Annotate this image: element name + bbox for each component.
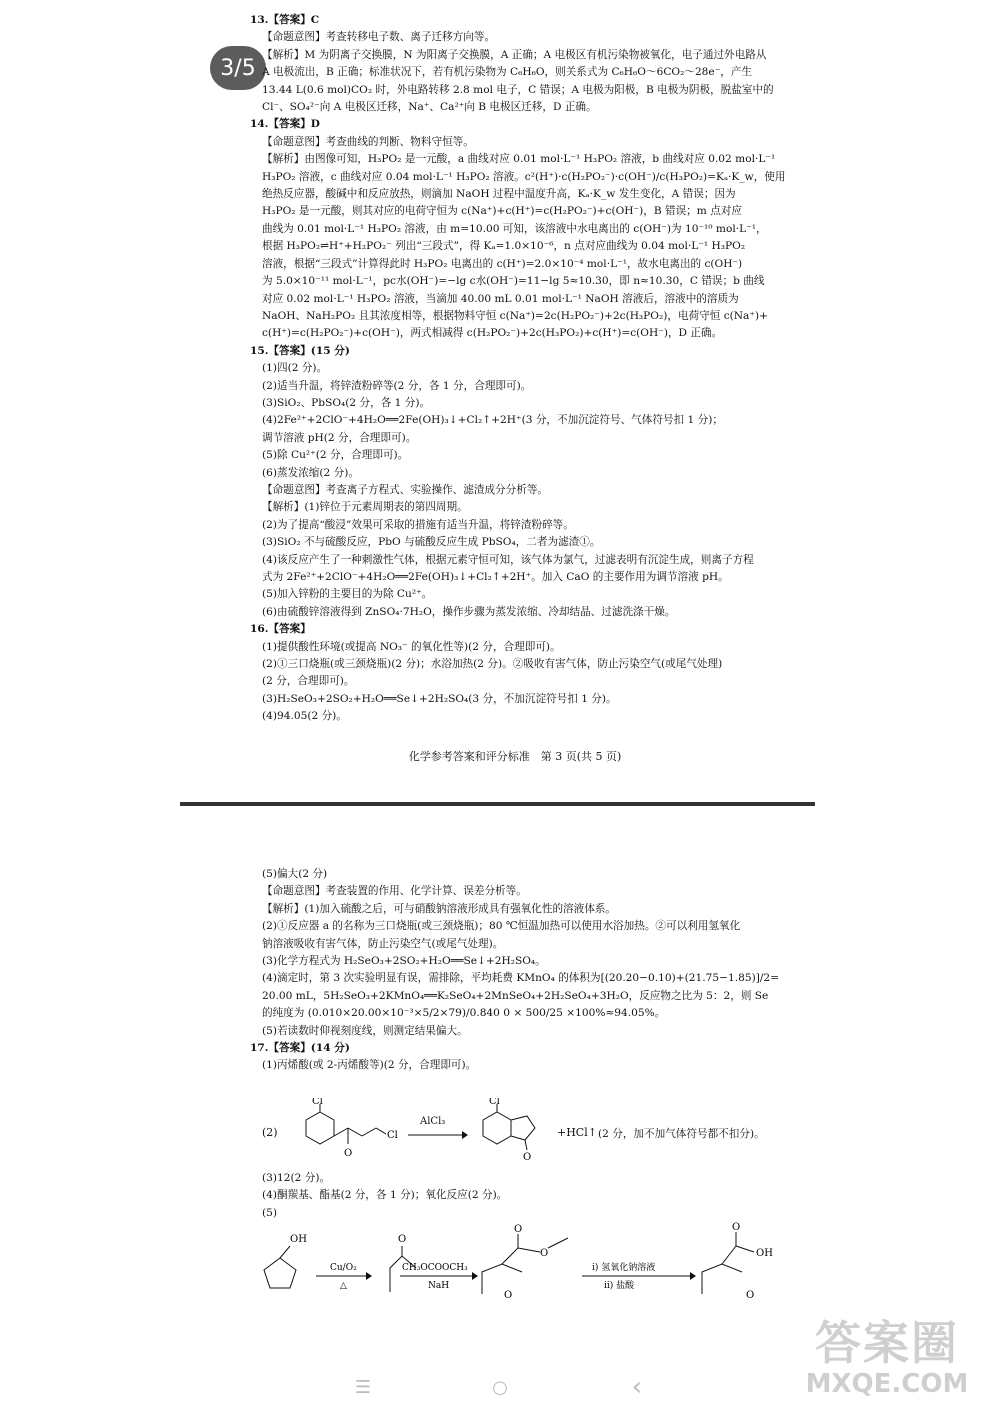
atom-label-o: O	[344, 1148, 353, 1159]
reagent-dimethyl-carbonate: CH₃OCOOCH₃	[402, 1263, 468, 1273]
text-line: 溶液，根据“三段式”计算得此时 H₃PO₂ 电离出的 c(H⁺)=2.0×10⁻⁴ mol·L⁻¹，故水电离出的 c(OH⁻)	[262, 257, 743, 270]
text-line: Cl⁻、SO₄²⁻向 A 电极区迁移，Na⁺、Ca²⁺向 B 电极区迁移，D 正确。	[262, 101, 597, 114]
atom-label-o: O	[746, 1290, 755, 1301]
atom-label-cl: Cl	[312, 1098, 323, 1107]
text-line: (3)12(2 分)。	[262, 1172, 331, 1184]
text-line: (4)2Fe²⁺+2ClO⁻+4H₂O══2Fe(OH)₃↓+Cl₂↑+2H⁺(3 分，不加沉淀符号、气体符号扣 1 分)；	[262, 414, 723, 427]
text-line: 15.【答案】(15 分)	[250, 344, 350, 357]
text-line: (1)丙烯酸(或 2-丙烯酸等)(2 分，合理即可)。	[262, 1059, 477, 1072]
text-line: (5)	[262, 1206, 278, 1219]
reagent-hcl: ii) 盐酸	[604, 1281, 635, 1291]
text-line: (3)SiO₂ 不与硫酸反应，PbO 与硫酸反应生成 PbSO₄，二者为滤渣①。	[262, 536, 601, 549]
text-line: 根据 H₃PO₂⇌H⁺+H₂PO₂⁻ 列出“三段式”，得 Kₐ=1.0×10⁻⁶，n 点对应曲线为 0.04 mol·L⁻¹ H₃PO₂	[262, 240, 746, 253]
text-line: 20.00 mL，5H₂SeO₃+2KMnO₄══K₂SeO₄+2MnSeO₄+2H₂SeO₄+3H₂O，反应物之比为 5：2，则 Se	[262, 989, 769, 1002]
text-line: 【命题意图】考查转移电子数、离子迁移方向等。	[262, 31, 496, 44]
page-footer: 化学参考答案和评分标准 第 3 页(共 5 页)	[408, 750, 622, 763]
text-line: 【命题意图】考查装置的作用、化学计算、误差分析等。	[262, 885, 527, 898]
text-line: (4)滴定时，第 3 次实验明显有误，需排除，平均耗费 KMnO₄ 的体积为[(20.20−0.10)+(21.75−1.85)]/2=	[262, 972, 780, 985]
text-line: 14.【答案】D	[250, 118, 320, 131]
text-line: (6)蒸发浓缩(2 分)。	[262, 466, 359, 479]
text-line: 式为 2Fe²⁺+2ClO⁻+4H₂O══2Fe(OH)₃↓+Cl₂↑+2H⁺。加入 CaO 的主要作用为调节溶液 pH。	[262, 571, 729, 583]
text-line: H₃PO₂ 溶液，c 曲线对应 0.04 mol·L⁻¹ H₃PO₂ 溶液。c²(H⁺)·c(H₂PO₂⁻)·c(OH⁻)/c(H₃PO₂)=Kₐ·K_w，使用	[262, 170, 786, 183]
answer-page-top	[250, 12, 786, 726]
text-line: (3)化学方程式为 H₂SeO₃+2SO₂+H₂O══Se↓+2H₂SO₄。	[262, 955, 546, 968]
synthesis-route	[250, 1222, 790, 1302]
text-line: 【解析】由图像可知，H₃PO₂ 是一元酸，a 曲线对应 0.01 mol·L⁻¹ H₃PO₂ 溶液，b 曲线对应 0.02 mol·L⁻¹	[262, 153, 776, 166]
back-button[interactable]: ‹	[631, 1372, 643, 1402]
text-line: 【命题意图】考查曲线的判断、物料守恒等。	[262, 135, 474, 148]
home-button[interactable]: ○	[492, 1376, 508, 1398]
text-line: 16.【答案】	[250, 623, 311, 636]
text-line: (4)酮羰基、酯基(2 分，各 1 分)；氧化反应(2 分)。	[262, 1189, 508, 1202]
text-line: (2)①反应器 a 的名称为三口烧瓶(或三颈烧瓶)；80 ℃恒温加热可以使用水浴加热。②可以利用氢氧化	[262, 920, 741, 933]
text-line: 对应 0.02 mol·L⁻¹ H₃PO₂ 溶液，当滴加 40.00 mL 0.01 mol·L⁻¹ NaOH 溶液后，溶液中的溶质为	[262, 292, 739, 305]
text-line: (5)除 Cu²⁺(2 分，合理即可)。	[262, 449, 409, 462]
text-line: (2)①三口烧瓶(或三颈烧瓶)(2 分)；水浴加热(2 分)。②吸收有害气体，防止污染空气(或尾气处理)	[262, 658, 723, 671]
page-indicator-badge[interactable]: 3/5	[210, 46, 266, 90]
text-line: 17.【答案】(14 分)	[250, 1042, 350, 1055]
reaction-arrow	[408, 1130, 468, 1140]
answer-page-bottom	[250, 866, 780, 1075]
reagent-label: AlCl₃	[420, 1116, 446, 1127]
text-line: (2)为了提高“酸浸”效果可采取的措施有适当升温，将锌渣粉碎等。	[262, 518, 574, 531]
text-line: (1)四(2 分)。	[262, 362, 328, 375]
text-line: 【解析】(1)锌位于元素周期表的第四周期。	[262, 501, 468, 514]
text-line: 【解析】M 为阴离子交换膜，N 为阳离子交换膜，A 正确；A 电极区有机污染物被氧化，电子通过外电路从	[262, 48, 767, 61]
atom-label-oh: OH	[756, 1248, 773, 1259]
page-divider	[180, 802, 815, 806]
reagent-naoh-solution: i) 氢氧化钠溶液	[592, 1263, 656, 1273]
text-line: 【命题意图】考查离子方程式、实验操作、滤渣成分分析等。	[262, 483, 549, 496]
text-line: (1)提供酸性环境(或提高 NO₃⁻ 的氧化性等)(2 分，合理即可)。	[262, 640, 561, 653]
reactant-structure	[290, 1098, 410, 1168]
answer-page-after	[250, 1170, 780, 1222]
text-line: NaOH、NaH₂PO₂ 且其浓度相等，根据物料守恒 c(Na⁺)=2c(H₂PO₂⁻)+2c(H₃PO₂)，电荷守恒 c(Na⁺)+	[262, 309, 768, 322]
watermark-cn: 答案圈	[815, 1316, 959, 1370]
reaction-scheme-5	[250, 1222, 790, 1302]
site-watermark	[792, 1317, 982, 1407]
atom-label-o: O	[540, 1248, 549, 1259]
scoring-note: (2 分，加不加气体符号都不扣分)。	[598, 1128, 765, 1140]
reagent-heat: △	[340, 1281, 347, 1291]
text-line: (5)偏大(2 分)	[262, 868, 328, 880]
text-line: 调节溶液 pH(2 分，合理即可)。	[262, 431, 417, 444]
text-line: c(H⁺)=c(H₂PO₂⁻)+c(OH⁻)，两式相减得 c(H₂PO₂⁻)+2c(H₃PO₂)+c(H⁺)=c(OH⁻)，D 正确。	[262, 327, 723, 340]
text-line: (6)由硫酸锌溶液得到 ZnSO₄·7H₂O，操作步骤为蒸发浓缩、冷却结晶、过滤洗涤干燥。	[262, 605, 676, 618]
atom-label-cl: Cl	[489, 1098, 500, 1107]
atom-label-o: O	[398, 1234, 407, 1245]
text-line: 绝热反应器，酸碱中和反应放热，则滴加 NaOH 过程中温度升高，Kₐ·K_w 发生变化，A 错误；因为	[262, 188, 736, 201]
atom-label-o: O	[732, 1222, 741, 1233]
atom-label-cl: Cl	[387, 1130, 398, 1141]
text-line: (2 分，合理即可)。	[262, 675, 355, 688]
menu-button[interactable]: ☰	[354, 1376, 372, 1398]
text-line: 13.44 L(0.6 mol)CO₂ 时，外电路转移 2.8 mol 电子，C 错误；A 电极为阳极，B 电极为阴极，脱盐室中的	[262, 83, 774, 96]
text-line: (4)该反应产生了一种刺激性气体，根据元素守恒可知，该气体为氯气，过滤表明有沉淀生成，则离子方程	[262, 553, 754, 566]
text-line: (3)SiO₂、PbSO₄(2 分，各 1 分)。	[262, 396, 431, 409]
text-line: (3)H₂SeO₃+2SO₂+H₂O══Se↓+2H₂SO₄(3 分，不加沉淀符号扣 1 分)。	[262, 692, 617, 705]
reaction-scheme-2	[250, 1098, 780, 1168]
text-line: 的纯度为 (0.010×20.00×10⁻³×5/2×79)/0.840 0 × 500/25 ×100%≈94.05%。	[262, 1007, 666, 1020]
text-line: 13.【答案】C	[250, 14, 320, 26]
text-line: H₃PO₂ 是一元酸，则其对应的电荷守恒为 c(Na⁺)+c(H⁺)=c(H₂PO₂⁻)+c(OH⁻)，B 错误；m 点对应	[262, 205, 742, 218]
product-structure	[475, 1098, 555, 1168]
text-line: 曲线为 0.01 mol·L⁻¹ H₃PO₂ 溶液，由 m=10.00 可知，该溶液中水电离出的 c(OH⁻)为 10⁻¹⁰ mol·L⁻¹，	[262, 222, 767, 235]
atom-label-o: O	[504, 1290, 513, 1301]
reagent-nah: NaH	[428, 1281, 450, 1291]
text-line: (2)适当升温，将锌渣粉碎等(2 分，各 1 分，合理即可)。	[262, 379, 532, 392]
reagent-cu-o2: Cu/O₂	[330, 1263, 357, 1273]
byproduct-label: +HCl↑	[557, 1126, 597, 1139]
atom-label-o: O	[523, 1152, 532, 1163]
watermark-url: MXQE.COM	[805, 1369, 969, 1399]
text-line: (5)若读数时仰视刻度线，则测定结果偏大。	[262, 1024, 468, 1037]
text-line: 钠溶液吸收有害气体，防止污染空气(或尾气处理)。	[262, 937, 504, 950]
atom-label-o: O	[514, 1224, 523, 1235]
text-line: 为 5.0×10⁻¹¹ mol·L⁻¹，pc水(OH⁻)=−lg c水(OH⁻)=11−lg 5≈10.30，即 n≈10.30，C 错误；b 曲线	[262, 275, 765, 288]
scheme-number: (2)	[262, 1126, 278, 1139]
text-line: 【解析】(1)加入硫酸之后，可与硝酸钠溶液形成具有强氧化性的溶液体系。	[262, 902, 617, 915]
text-line: A 电极流出，B 正确；标准状况下，若有机污染物为 C₆H₆O，则关系式为 C₆H₆O～6CO₂～28e⁻，产生	[262, 66, 753, 79]
text-line: (5)加入锌粉的主要目的为除 Cu²⁺。	[262, 588, 433, 601]
atom-label-oh: OH	[290, 1234, 307, 1245]
text-line: (4)94.05(2 分)。	[262, 710, 347, 723]
